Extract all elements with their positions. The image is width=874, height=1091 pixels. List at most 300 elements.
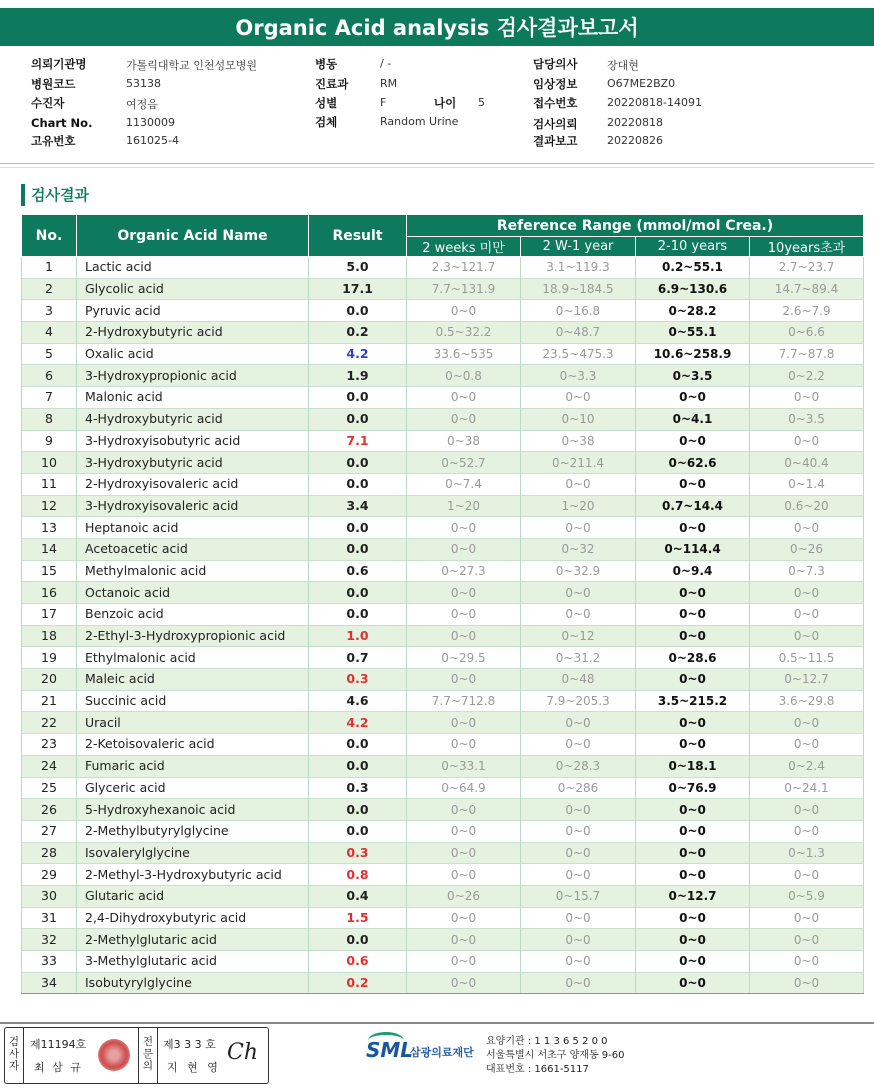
ref-range-2-10years: 6.9~130.6	[636, 278, 750, 300]
result-value: 0.2	[309, 322, 407, 344]
lab-address	[486, 1035, 625, 1077]
ref-range-2-10years: 0~4.1	[636, 408, 750, 430]
ref-range-2weeks: 0~0	[407, 387, 521, 409]
row-number: 18	[22, 625, 77, 647]
acid-name: 2-Methylglutaric acid	[77, 929, 309, 951]
result-value: 4.2	[309, 712, 407, 734]
table-row	[22, 885, 864, 907]
ref-range-2weeks: 0~7.4	[407, 473, 521, 495]
result-value: 0.6	[309, 560, 407, 582]
receipt-label: 접수번호	[533, 96, 578, 110]
specimen-value: Random Urine	[380, 115, 459, 128]
table-row	[22, 820, 864, 842]
acid-name: 2-Ethyl-3-Hydroxypropionic acid	[77, 625, 309, 647]
ref-range-2w-1year: 0~12	[521, 625, 636, 647]
ref-range-2w-1year: 0~16.8	[521, 300, 636, 322]
ref-range-2-10years: 0~12.7	[636, 885, 750, 907]
table-row	[22, 278, 864, 300]
row-number: 33	[22, 951, 77, 973]
ref-range-10years: 0.6~20	[750, 495, 864, 517]
ref-range-2-10years: 0~0	[636, 712, 750, 734]
ref-range-2w-1year: 0~48.7	[521, 322, 636, 344]
row-number: 24	[22, 755, 77, 777]
ref-range-10years: 0~0	[750, 972, 864, 994]
ref-range-2weeks: 0~0	[407, 408, 521, 430]
result-value: 0.0	[309, 538, 407, 560]
row-number: 5	[22, 343, 77, 365]
table-row	[22, 625, 864, 647]
table-row	[22, 582, 864, 604]
table-row	[22, 473, 864, 495]
row-number: 16	[22, 582, 77, 604]
ref-range-2weeks: 0~0	[407, 517, 521, 539]
row-number: 13	[22, 517, 77, 539]
table-row	[22, 712, 864, 734]
acid-name: Glyceric acid	[77, 777, 309, 799]
ref-range-2w-1year: 0~0	[521, 864, 636, 886]
row-number: 7	[22, 387, 77, 409]
ref-range-2w-1year: 0~0	[521, 387, 636, 409]
acid-name: Isovalerylglycine	[77, 842, 309, 864]
table-row	[22, 951, 864, 973]
table-row	[22, 408, 864, 430]
table-row	[22, 777, 864, 799]
result-value: 0.0	[309, 820, 407, 842]
ref-range-10years: 0~7.3	[750, 560, 864, 582]
code-label: 병원코드	[31, 77, 76, 91]
id-value: 161025-4	[126, 134, 179, 147]
ref-range-2w-1year: 0~211.4	[521, 452, 636, 474]
ref-range-2w-1year: 0~0	[521, 951, 636, 973]
ref-range-2w-1year: 18.9~184.5	[521, 278, 636, 300]
ref-range-2w-1year: 0~0	[521, 712, 636, 734]
row-number: 22	[22, 712, 77, 734]
ref-range-2-10years: 0~0	[636, 625, 750, 647]
result-value: 0.0	[309, 929, 407, 951]
specialist-label: 전문의	[142, 1036, 154, 1072]
row-number: 10	[22, 452, 77, 474]
ref-range-10years: 0.5~11.5	[750, 647, 864, 669]
ref-range-10years: 0~3.5	[750, 408, 864, 430]
table-row	[22, 734, 864, 756]
result-value: 4.6	[309, 690, 407, 712]
acid-name: 3-Hydroxybutyric acid	[77, 452, 309, 474]
ref-range-2-10years: 0~0	[636, 929, 750, 951]
ref-range-2weeks: 0~33.1	[407, 755, 521, 777]
ref-range-2w-1year: 0~0	[521, 582, 636, 604]
ref-range-2weeks: 0~0	[407, 929, 521, 951]
ref-range-10years: 0~0	[750, 712, 864, 734]
ref-range-2weeks: 0~27.3	[407, 560, 521, 582]
ref-range-10years: 0~24.1	[750, 777, 864, 799]
logo-text: SML	[366, 1038, 414, 1062]
acid-name: Maleic acid	[77, 669, 309, 691]
result-value: 0.7	[309, 647, 407, 669]
result-value: 0.0	[309, 582, 407, 604]
acid-name: 2-Hydroxyisovaleric acid	[77, 473, 309, 495]
examiner-label: 검사자	[8, 1036, 20, 1072]
result-value: 0.0	[309, 755, 407, 777]
result-value: 0.0	[309, 604, 407, 626]
result-value: 1.0	[309, 625, 407, 647]
row-number: 9	[22, 430, 77, 452]
row-number: 26	[22, 799, 77, 821]
ref-range-2w-1year: 0~10	[521, 408, 636, 430]
result-value: 0.6	[309, 951, 407, 973]
acid-name: 3-Hydroxyisobutyric acid	[77, 430, 309, 452]
ref-range-10years: 0~5.9	[750, 885, 864, 907]
official-seal	[98, 1039, 130, 1071]
receipt-value: 20220818-14091	[607, 96, 702, 109]
ref-range-2w-1year: 0~3.3	[521, 365, 636, 387]
ref-range-2weeks: 0~0	[407, 604, 521, 626]
ref-range-2-10years: 0~0	[636, 842, 750, 864]
ref-range-10years: 0~0	[750, 582, 864, 604]
ref-range-2w-1year: 0~31.2	[521, 647, 636, 669]
results-table	[21, 214, 864, 994]
table-row	[22, 929, 864, 951]
table-row	[22, 387, 864, 409]
ref-range-10years: 0~0	[750, 387, 864, 409]
row-number: 30	[22, 885, 77, 907]
ref-range-2weeks: 7.7~131.9	[407, 278, 521, 300]
table-row	[22, 343, 864, 365]
row-number: 2	[22, 278, 77, 300]
table-row	[22, 452, 864, 474]
acid-name: 2-Hydroxybutyric acid	[77, 322, 309, 344]
ref-range-2w-1year: 0~286	[521, 777, 636, 799]
ref-range-10years: 0~1.4	[750, 473, 864, 495]
row-number: 25	[22, 777, 77, 799]
ref-range-2w-1year: 0~32	[521, 538, 636, 560]
table-row	[22, 430, 864, 452]
ref-range-2-10years: 0~62.6	[636, 452, 750, 474]
result-value: 0.0	[309, 734, 407, 756]
ref-range-2-10years: 0~55.1	[636, 322, 750, 344]
acid-name: 5-Hydroxyhexanoic acid	[77, 799, 309, 821]
ref-range-10years: 0~0	[750, 864, 864, 886]
row-number: 19	[22, 647, 77, 669]
lab-code: 요양기관 : 1 1 3 6 5 2 0 0	[486, 1036, 608, 1047]
ref-range-10years: 0~12.7	[750, 669, 864, 691]
ref-range-2-10years: 0~9.4	[636, 560, 750, 582]
ref-range-2-10years: 0.7~14.4	[636, 495, 750, 517]
row-number: 20	[22, 669, 77, 691]
ref-range-2-10years: 0~3.5	[636, 365, 750, 387]
report-date-label: 결과보고	[533, 134, 578, 148]
ref-range-10years: 0~0	[750, 604, 864, 626]
table-row	[22, 517, 864, 539]
result-value: 1.9	[309, 365, 407, 387]
result-value: 3.4	[309, 495, 407, 517]
ref-range-10years: 3.6~29.8	[750, 690, 864, 712]
acid-name: Octanoic acid	[77, 582, 309, 604]
patient-info	[0, 56, 874, 152]
ref-range-2-10years: 0~0	[636, 430, 750, 452]
row-number: 32	[22, 929, 77, 951]
acid-name: 2-Methylbutyrylglycine	[77, 820, 309, 842]
footer-divider	[0, 1022, 874, 1024]
result-value: 5.0	[309, 257, 407, 279]
divider	[0, 163, 874, 164]
ref-range-10years: 0~40.4	[750, 452, 864, 474]
ref-range-2w-1year: 7.9~205.3	[521, 690, 636, 712]
acid-name: Malonic acid	[77, 387, 309, 409]
header-result: Result	[309, 215, 407, 257]
ref-range-2w-1year: 0~0	[521, 820, 636, 842]
ref-range-2-10years: 0~0	[636, 951, 750, 973]
ref-range-10years: 0~0	[750, 820, 864, 842]
specialist-license: 제3 3 3 호	[163, 1038, 216, 1051]
signature: Ch	[227, 1040, 259, 1065]
row-number: 29	[22, 864, 77, 886]
ref-range-2-10years: 0~0	[636, 734, 750, 756]
result-value: 0.2	[309, 972, 407, 994]
ref-range-2w-1year: 0~38	[521, 430, 636, 452]
ref-range-2weeks: 33.6~535	[407, 343, 521, 365]
id-label: 고유번호	[31, 134, 76, 148]
ref-range-2weeks: 0~0	[407, 842, 521, 864]
row-number: 34	[22, 972, 77, 994]
ref-range-10years: 0~1.3	[750, 842, 864, 864]
ref-range-10years: 0~0	[750, 951, 864, 973]
acid-name: 3-Hydroxyisovaleric acid	[77, 495, 309, 517]
row-number: 1	[22, 257, 77, 279]
table-row	[22, 300, 864, 322]
result-value: 0.0	[309, 799, 407, 821]
acid-name: Uracil	[77, 712, 309, 734]
table-row	[22, 690, 864, 712]
age-label: 나이	[434, 96, 457, 110]
row-number: 17	[22, 604, 77, 626]
ref-range-2w-1year: 0~32.9	[521, 560, 636, 582]
ref-range-10years: 7.7~87.8	[750, 343, 864, 365]
result-value: 0.0	[309, 387, 407, 409]
inst-label: 의뢰기관명	[31, 57, 87, 71]
ref-range-2weeks: 0.5~32.2	[407, 322, 521, 344]
ref-range-10years: 0~2.4	[750, 755, 864, 777]
table-row	[22, 972, 864, 994]
report-date-value: 20220826	[607, 134, 663, 147]
ref-range-2-10years: 0~0	[636, 864, 750, 886]
section-title: 검사결과	[21, 184, 89, 206]
ref-range-2w-1year: 0~0	[521, 842, 636, 864]
patient-value: 여정음	[126, 98, 158, 111]
acid-name: Succinic acid	[77, 690, 309, 712]
row-number: 27	[22, 820, 77, 842]
ref-range-10years: 0~0	[750, 625, 864, 647]
ref-range-2weeks: 0~0	[407, 907, 521, 929]
ref-range-10years: 2.7~23.7	[750, 257, 864, 279]
table-row	[22, 604, 864, 626]
ref-range-2weeks: 0~0	[407, 669, 521, 691]
ref-range-2weeks: 0~29.5	[407, 647, 521, 669]
doctor-value: 장대현	[607, 59, 639, 72]
ref-range-2w-1year: 23.5~475.3	[521, 343, 636, 365]
acid-name: 3-Hydroxypropionic acid	[77, 365, 309, 387]
ref-range-2-10years: 0~0	[636, 820, 750, 842]
ref-range-2weeks: 0~52.7	[407, 452, 521, 474]
acid-name: Lactic acid	[77, 257, 309, 279]
ref-range-10years: 0~2.2	[750, 365, 864, 387]
acid-name: 4-Hydroxybutyric acid	[77, 408, 309, 430]
row-number: 11	[22, 473, 77, 495]
result-value: 0.0	[309, 408, 407, 430]
ref-range-2w-1year: 1~20	[521, 495, 636, 517]
ref-range-10years: 14.7~89.4	[750, 278, 864, 300]
sex-value: F	[380, 96, 387, 109]
acid-name: 3-Methylglutaric acid	[77, 951, 309, 973]
ref-range-2weeks: 0~38	[407, 430, 521, 452]
signature-box	[4, 1027, 269, 1084]
ref-range-2-10years: 10.6~258.9	[636, 343, 750, 365]
row-number: 3	[22, 300, 77, 322]
ref-range-2-10years: 3.5~215.2	[636, 690, 750, 712]
ref-range-2-10years: 0~28.2	[636, 300, 750, 322]
ref-range-2weeks: 0~0	[407, 625, 521, 647]
ref-range-2weeks: 0~0	[407, 712, 521, 734]
ref-range-2-10years: 0~0	[636, 604, 750, 626]
specialist-name: 지 현 영	[167, 1061, 221, 1074]
ref-range-10years: 0~0	[750, 430, 864, 452]
ref-range-2weeks: 1~20	[407, 495, 521, 517]
report-title: Organic Acid analysis 검사결과보고서	[0, 8, 874, 46]
acid-name: Acetoacetic acid	[77, 538, 309, 560]
ref-range-2-10years: 0~0	[636, 799, 750, 821]
ref-range-2w-1year: 0~0	[521, 734, 636, 756]
ref-range-2-10years: 0~0	[636, 972, 750, 994]
result-value: 0.8	[309, 864, 407, 886]
dept-label: 진료과	[315, 77, 349, 91]
header-no: No.	[22, 215, 77, 257]
header-range-4: 10years초과	[750, 237, 864, 257]
header-range-3: 2-10 years	[636, 237, 750, 257]
ref-range-10years: 0~0	[750, 799, 864, 821]
header-reference: Reference Range (mmol/mol Crea.)	[407, 215, 864, 237]
ref-range-2w-1year: 0~0	[521, 972, 636, 994]
ref-range-2weeks: 0~0	[407, 538, 521, 560]
header-name: Organic Acid Name	[77, 215, 309, 257]
table-row	[22, 907, 864, 929]
header-range-1: 2 weeks 미만	[407, 237, 521, 257]
result-value: 0.3	[309, 842, 407, 864]
table-row	[22, 257, 864, 279]
result-value: 0.0	[309, 517, 407, 539]
ref-range-2w-1year: 0~0	[521, 473, 636, 495]
ref-range-2weeks: 0~0	[407, 951, 521, 973]
acid-name: Heptanoic acid	[77, 517, 309, 539]
ref-range-2-10years: 0~0	[636, 582, 750, 604]
dept-value: RM	[380, 77, 398, 90]
acid-name: Pyruvic acid	[77, 300, 309, 322]
ref-range-2-10years: 0.2~55.1	[636, 257, 750, 279]
ref-range-10years: 0~0	[750, 929, 864, 951]
table-row	[22, 799, 864, 821]
table-row	[22, 538, 864, 560]
ref-range-2w-1year: 0~0	[521, 517, 636, 539]
ref-range-2-10years: 0~28.6	[636, 647, 750, 669]
ref-range-2weeks: 0~0	[407, 864, 521, 886]
divider	[0, 167, 874, 168]
table-row	[22, 365, 864, 387]
ref-range-10years: 0~0	[750, 517, 864, 539]
inst-value: 가톨릭대학교 인천성모병원	[126, 59, 258, 72]
row-number: 4	[22, 322, 77, 344]
row-number: 12	[22, 495, 77, 517]
ref-range-2w-1year: 0~15.7	[521, 885, 636, 907]
result-value: 0.3	[309, 669, 407, 691]
ref-range-2weeks: 0~0.8	[407, 365, 521, 387]
ref-range-10years: 0~6.6	[750, 322, 864, 344]
result-value: 0.0	[309, 300, 407, 322]
examiner-license: 제11194호	[30, 1038, 87, 1051]
ref-range-2weeks: 0~0	[407, 820, 521, 842]
ref-range-2weeks: 0~26	[407, 885, 521, 907]
ref-range-2w-1year: 0~28.3	[521, 755, 636, 777]
result-value: 7.1	[309, 430, 407, 452]
chart-value: 1130009	[126, 116, 175, 129]
acid-name: Ethylmalonic acid	[77, 647, 309, 669]
row-number: 31	[22, 907, 77, 929]
ref-range-2-10years: 0~0	[636, 907, 750, 929]
request-value: 20220818	[607, 116, 663, 129]
acid-name: Glycolic acid	[77, 278, 309, 300]
ref-range-2weeks: 0~0	[407, 972, 521, 994]
row-number: 21	[22, 690, 77, 712]
table-row	[22, 669, 864, 691]
acid-name: Oxalic acid	[77, 343, 309, 365]
result-value: 1.5	[309, 907, 407, 929]
ref-range-2-10years: 0~114.4	[636, 538, 750, 560]
ref-range-2w-1year: 3.1~119.3	[521, 257, 636, 279]
ref-range-2weeks: 0~0	[407, 300, 521, 322]
request-label: 검사의뢰	[533, 117, 578, 131]
doctor-label: 담당의사	[533, 57, 578, 71]
table-row	[22, 842, 864, 864]
row-number: 6	[22, 365, 77, 387]
row-number: 23	[22, 734, 77, 756]
ref-range-2-10years: 0~0	[636, 669, 750, 691]
chart-label: Chart No.	[31, 116, 93, 130]
ref-range-2-10years: 0~0	[636, 517, 750, 539]
table-row	[22, 864, 864, 886]
ref-range-2w-1year: 0~0	[521, 604, 636, 626]
lab-street: 서울특별시 서초구 양재동 9-60	[486, 1050, 625, 1061]
ref-range-2-10years: 0~76.9	[636, 777, 750, 799]
acid-name: 2-Methyl-3-Hydroxybutyric acid	[77, 864, 309, 886]
header-range-2: 2 W-1 year	[521, 237, 636, 257]
ref-range-2w-1year: 0~0	[521, 907, 636, 929]
patient-label: 수진자	[31, 96, 65, 110]
table-row	[22, 495, 864, 517]
ref-range-10years: 0~0	[750, 734, 864, 756]
ref-range-2weeks: 0~0	[407, 734, 521, 756]
ref-range-2weeks: 0~0	[407, 799, 521, 821]
age-value: 5	[478, 96, 485, 109]
ref-range-10years: 0~26	[750, 538, 864, 560]
examiner-name: 최 삼 규	[34, 1061, 83, 1074]
lab-phone: 대표번호 : 1661-5117	[486, 1064, 589, 1075]
result-value: 0.4	[309, 885, 407, 907]
ref-range-2weeks: 0~0	[407, 582, 521, 604]
ward-label: 병동	[315, 57, 338, 71]
row-number: 8	[22, 408, 77, 430]
clinical-value: O67ME2BZ0	[607, 77, 676, 90]
table-row	[22, 755, 864, 777]
ref-range-2-10years: 0~18.1	[636, 755, 750, 777]
acid-name: 2-Ketoisovaleric acid	[77, 734, 309, 756]
code-value: 53138	[126, 77, 161, 90]
